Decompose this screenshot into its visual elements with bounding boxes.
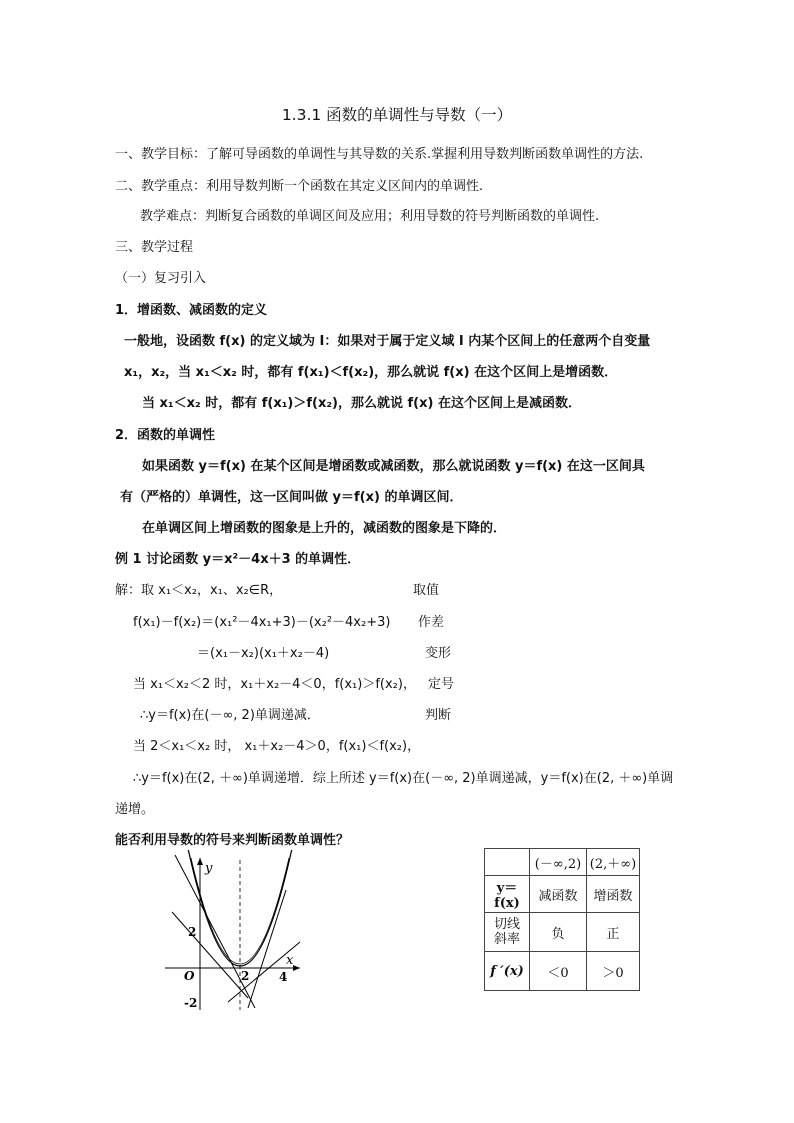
solution-step-note: 判断 [425, 708, 452, 723]
solution-line: ∴y＝f(x)在(－∞, 2)单调递减． [140, 708, 320, 723]
y-axis-arrow [197, 858, 203, 865]
table-cell: 切线斜率 [485, 913, 530, 952]
table-cell: ＞0 [587, 952, 640, 991]
solution-step-note: 变形 [425, 646, 452, 661]
solution-line: ＝(x₁－x₂)(x₁＋x₂－4) [197, 646, 330, 661]
review-heading: （一）复习引入 [115, 271, 207, 286]
definition-2-heading: 2．函数的单调性 [115, 428, 216, 443]
y-tick-label: -2 [184, 996, 198, 1010]
x-tick-label: 4 [279, 970, 288, 984]
table-cell: 减函数 [530, 876, 587, 913]
tangent-line [248, 890, 286, 1008]
definition-1-line-2: x₁，x₂，当 x₁＜x₂ 时，都有 f(x₁)＜f(x₂)，那么就说 f(x) 在这个区间上是增函数． [124, 365, 618, 380]
y-axis-label: y [205, 861, 213, 876]
conclusion-line-1: ∴y＝f(x)在(2, ＋∞)单调递增．综上所述 y＝f(x)在(－∞, 2)单调递减，y＝f(x)在(2, ＋∞)单调 [133, 771, 674, 786]
table-header-cell [485, 849, 530, 876]
definition-1-line-3: 当 x₁＜x₂ 时，都有 f(x₁)＞f(x₂)，那么就说 f(x) 在这个区间上是减函数． [142, 396, 581, 411]
y-tick-label: 2 [188, 925, 197, 939]
definition-1-line-1: 一般地，设函数 f(x) 的定义域为 I：如果对于属于定义域 I 内某个区间上的任意两个自变量 [124, 334, 651, 349]
table-cell: y＝f(x) [485, 876, 530, 913]
definition-1-heading: 1．增函数、减函数的定义 [115, 303, 268, 318]
table-header-cell: (2,＋∞) [587, 849, 640, 876]
tangent-line [175, 855, 255, 1008]
tangent-line [228, 942, 300, 1002]
x-axis-arrow [293, 965, 300, 971]
teaching-process-heading: 三、教学过程 [115, 240, 194, 255]
table-cell: 负 [530, 913, 587, 952]
table-header-row [485, 849, 640, 876]
x-tick-label: 2 [241, 969, 250, 983]
teaching-difficulty: 教学难点：判断复合函数的单调区间及应用；利用导数的符号判断函数的单调性. [140, 209, 600, 224]
solution-line: 当 x₁＜x₂＜2 时，x₁＋x₂－4＜0，f(x₁)＞f(x₂)， [133, 677, 416, 692]
table-row [485, 876, 640, 913]
table-cell: ＜0 [530, 952, 587, 991]
table-cell: f ′(x) [485, 952, 530, 991]
table-cell: 增函数 [587, 876, 640, 913]
solution-step-note: 作差 [418, 615, 445, 630]
definition-2-line-2: 有（严格的）单调性，这一区间叫做 y＝f(x) 的单调区间． [120, 490, 463, 505]
teaching-key-point: 二、教学重点：利用导数判断一个函数在其定义区间内的单调性. [115, 179, 484, 194]
solution-step-note: 取值 [413, 583, 440, 598]
derivative-question: 能否利用导数的符号来判断函数单调性？ [115, 833, 350, 848]
table-row [485, 952, 640, 991]
example-heading: 例 1 讨论函数 y＝x²－4x＋3 的单调性． [115, 552, 361, 567]
solution-line: 解：取 x₁＜x₂，x₁、x₂∈R， [115, 583, 283, 598]
solution-line: 当 2＜x₁＜x₂ 时， x₁＋x₂－4＞0，f(x₁)＜f(x₂)， [133, 739, 421, 754]
page-title: 1.3.1 函数的单调性与导数（一） [281, 106, 513, 124]
monotonicity-table [484, 848, 640, 991]
x-axis-label: x [286, 953, 294, 968]
table-row [485, 913, 640, 952]
solution-step-note: 定号 [428, 677, 455, 692]
definition-2-line-3: 在单调区间上增函数的图象是上升的，减函数的图象是下降的． [142, 521, 507, 536]
parabola-graph [160, 850, 305, 1015]
definition-2-line-1: 如果函数 y＝f(x) 在某个区间是增函数或减函数，那么就说函数 y＝f(x) 在这一区间具 [142, 459, 645, 474]
solution-line: f(x₁)－f(x₂)＝(x₁²－4x₁+3)－(x₂²－4x₂+3) [133, 615, 391, 630]
table-header-cell: (－∞,2) [530, 849, 587, 876]
conclusion-line-2: 递增。 [115, 802, 155, 817]
origin-label: O [184, 969, 195, 983]
table-cell: 正 [587, 913, 640, 952]
teaching-goal: 一、教学目标：了解可导函数的单调性与其导数的关系.掌握利用导数判断函数单调性的方法. [115, 147, 644, 162]
